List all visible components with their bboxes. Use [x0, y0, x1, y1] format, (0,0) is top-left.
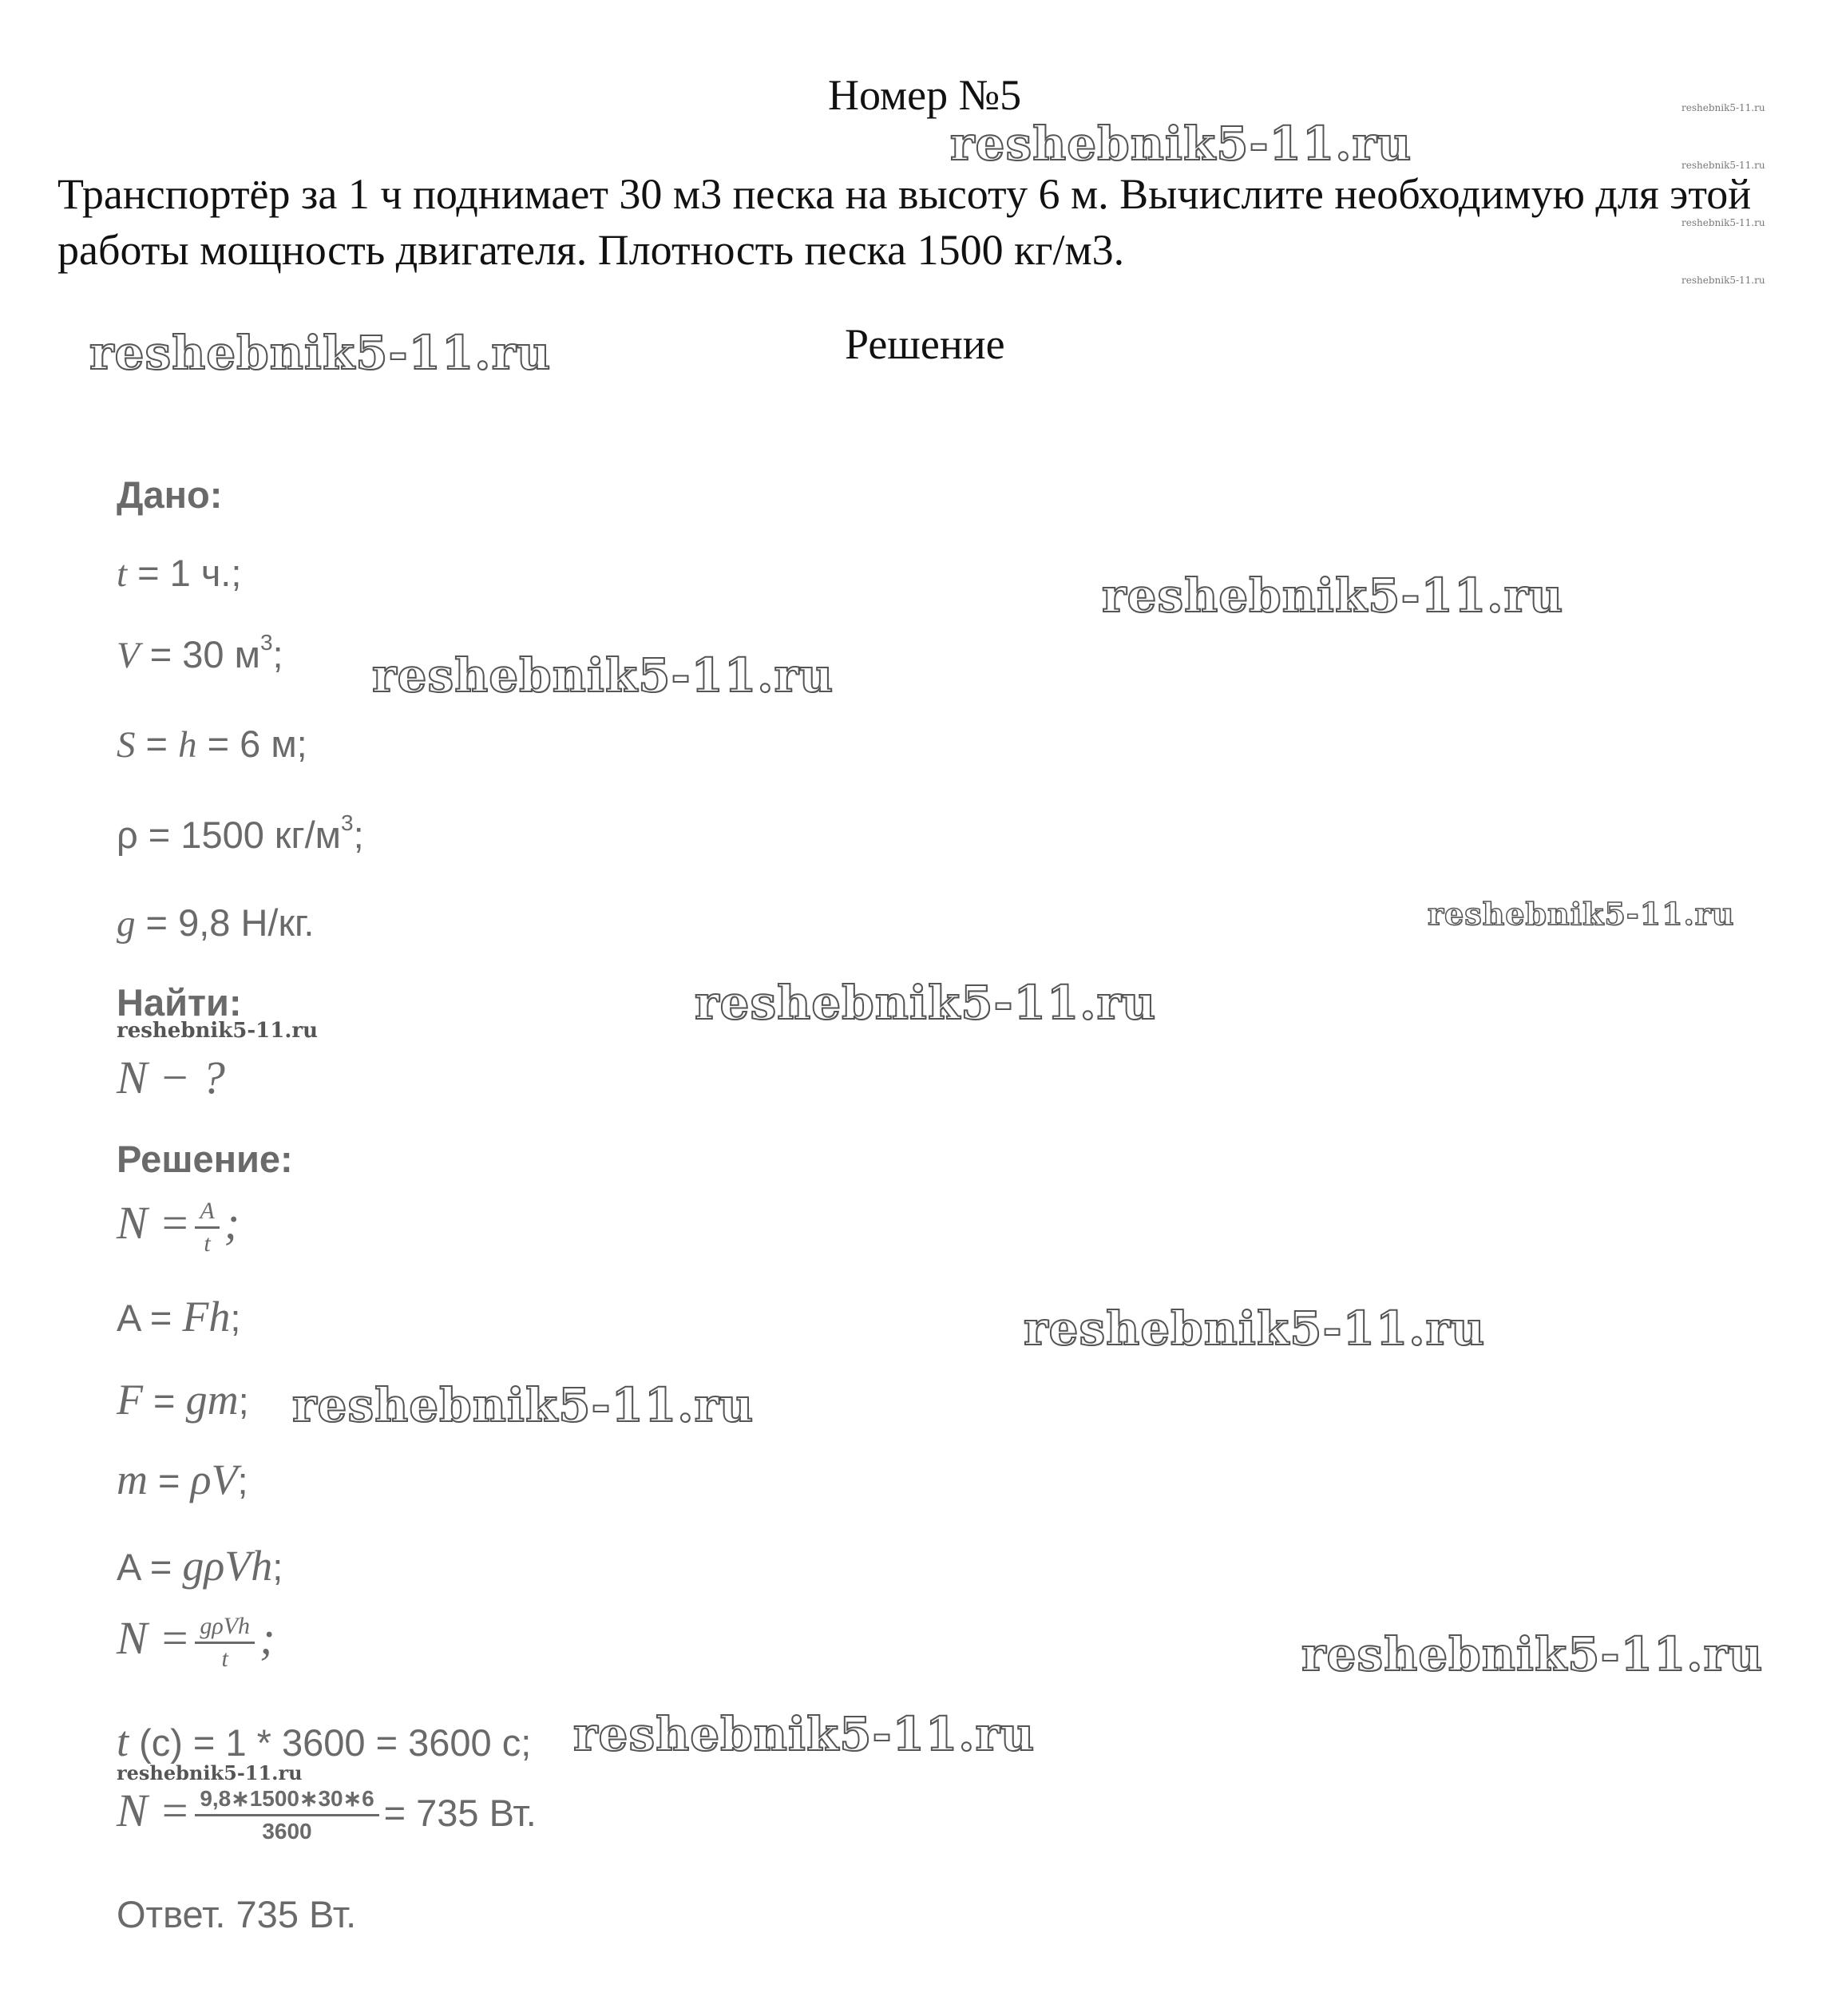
formula-work-expanded: A = gρVh;	[117, 1542, 283, 1590]
watermark: reshebnik5-11.ru	[695, 976, 1157, 1030]
find-label: Найти:	[117, 981, 242, 1024]
watermark: reshebnik5-11.ru	[1681, 160, 1765, 171]
watermark: reshebnik5-11.ru	[1428, 896, 1735, 932]
formula-force: F = gm;	[117, 1376, 249, 1424]
watermark: reshebnik5-11.ru	[117, 1761, 303, 1784]
given-height: S = h = 6 м;	[117, 723, 307, 766]
watermark: reshebnik5-11.ru	[117, 1019, 319, 1043]
find-expression: N − ?	[117, 1052, 225, 1103]
given-density: ρ = 1500 $кг/м^3$;	[117, 810, 364, 856]
time-conversion: t (с) = 1 * 3600 = 3600 с;	[117, 1717, 532, 1765]
watermark: reshebnik5-11.ru	[1102, 568, 1564, 623]
fraction: $\frac{9,8∗1500∗30∗6}{3600}$	[195, 1785, 378, 1845]
final-calculation: N = $\frac{9,8∗1500∗30∗6}{3600}$ = 735 Вт.	[117, 1784, 537, 1844]
answer: Ответ. 735 Вт.	[117, 1893, 357, 1935]
watermark: reshebnik5-11.ru	[372, 648, 834, 703]
fraction: $\frac{\text{gρVh}}{t}$	[195, 1613, 255, 1673]
given-gravity: g = 9,8 Н/кг.	[117, 901, 315, 945]
page-title: Номер №5	[828, 71, 1022, 119]
given-t: t = 1 ч.;	[117, 552, 242, 595]
fraction: $\frac{A}{t}$	[195, 1198, 219, 1258]
formula-power-expanded: N = $\frac{\text{gρVh}}{t}$ ;	[117, 1612, 275, 1673]
solution-label: Решение:	[117, 1138, 293, 1180]
given-label: Дано:	[117, 473, 223, 516]
watermark: reshebnik5-11.ru	[950, 117, 1412, 171]
watermark: reshebnik5-11.ru	[1681, 102, 1765, 113]
problem-statement: Транспортёр за 1 ч поднимает 30 м3 песка на высоту 6 м. Вычислите необходимую для этой работы мощность двигателя. Плотность песка 1500 кг/м3.	[57, 170, 1752, 274]
watermark: reshebnik5-11.ru	[292, 1378, 755, 1432]
solution-heading: Решение	[845, 320, 1005, 368]
watermark: reshebnik5-11.ru	[89, 326, 552, 380]
watermark: reshebnik5-11.ru	[1681, 275, 1765, 286]
formula-power: N = $\frac{A}{t}$ ;	[117, 1197, 240, 1258]
watermark: reshebnik5-11.ru	[573, 1707, 1036, 1761]
given-volume: V = 30 $м^3$;	[117, 630, 283, 676]
watermark: reshebnik5-11.ru	[1301, 1627, 1764, 1681]
watermark: reshebnik5-11.ru	[1024, 1301, 1486, 1356]
watermark: reshebnik5-11.ru	[1681, 217, 1765, 228]
formula-work: A = Fh;	[117, 1293, 241, 1341]
formula-mass: m = ρV;	[117, 1456, 248, 1503]
